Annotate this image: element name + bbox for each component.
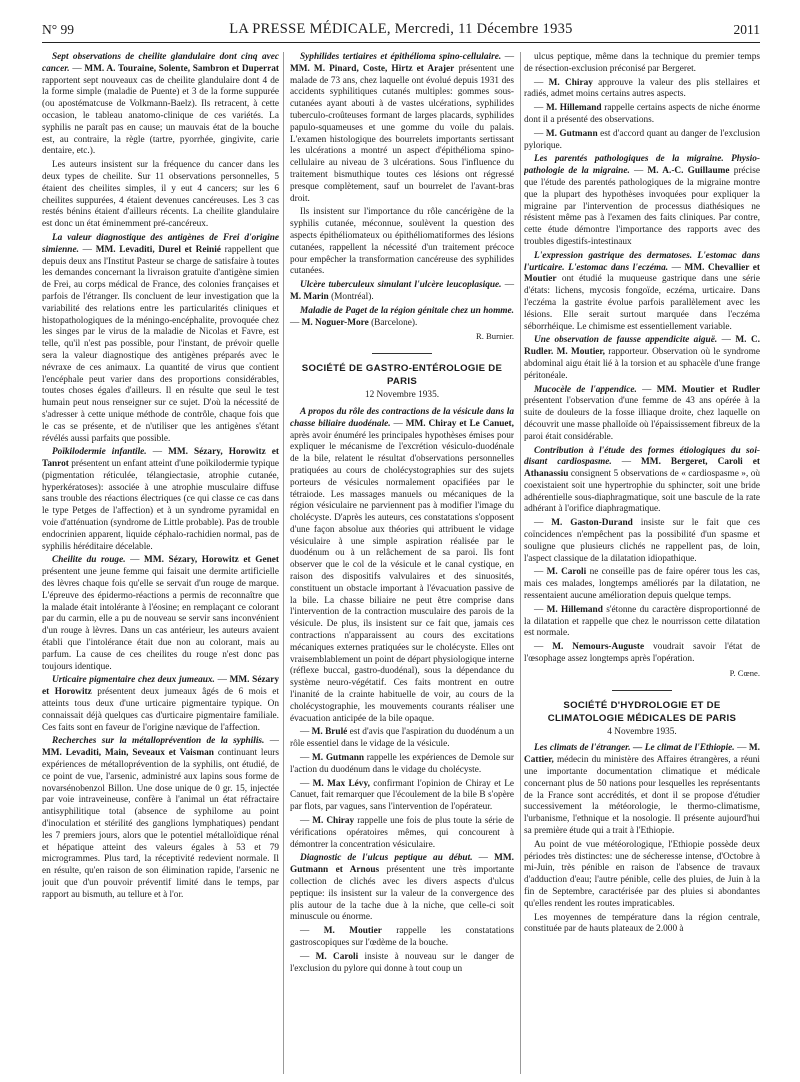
article-text: rappelle certains aspects de niche énorme dont il a présenté des observations. [524, 103, 760, 125]
article-paragraph: Mucocèle de l'appendice. — MM. Moutier et Rudler présentent l'observation d'une femme de 43 ans opérée à la suite de douleurs de la fosse illiaque droite, chez laquelle on découvrit une masse phalloïde où l'épaississement fibreux de la paroi était considérable. [524, 384, 760, 442]
article-text: après avoir énuméré les principales hypothèses émises pour expliquer le mécanisme de l'excrétion vésiculo-duodénale de la bile, relatent le résultat d'observations personnelles pratiquées au cours de cholécystographies sur des sujets porteurs de vésicules normalement opacifiées par le tétraiode. Les massages manuels ou mécaniques de la région vésiculaire ne parviennent pas à modifier l'image du cholécyste. D'après les auteurs, ces constatations s'opposent d'une façon absolue aux théories qui attribuent le vidage vésiculaire à une simple aspiration réalisée par le duodénum ou à un relâchement de sa paroi. Ils font observer que le col de la vésicule et le canal cystique, en raison des dispositifs valvulaires et des sinuosités, constituent un obstacle important à l'évacuation passive de la bile. La chasse biliaire ne peut être comprise dans l'intervention de la contraction musculaire des parois de la vésicule. De plus, ils insistent sur ce fait que, jamais ces contractions n'apparaissent au cours des excitations mécaniques externes pratiquées sur le cholécyste. Elles ont vraisemblablement un point de départ physiologique interne (réflexe buccal, gastro-duodénal), sous la dépendance du système neuro-végétatif. Ces faits montrent en outre l'inanité de la crainte habituelle de voir, au cours de la cholécystographie, les mouvements courants réaliser une évacuation anticipée de la bile opaque. [290, 430, 514, 724]
article-paragraph [42, 160, 279, 231]
article-paragraph: — M. Caroli insiste à nouveau sur le danger de l'exclusion du pylore qui donne à tout coup un [290, 951, 514, 974]
article-authors: M. Brulé [311, 727, 348, 738]
section-divider [612, 690, 672, 691]
article-paragraph: Une observation de fausse appendicite aiguë. — M. C. Rudler. M. Moutier, rapporteur. Observation où le syndrome abdominal aigu était lié à la torsion et au sphacèle d'une frange péritonéale. [524, 335, 760, 381]
article-text: précise que l'étude des parentés pathologiques de la migraine montre que la plupart des hypothèses invoquées pour expliquer la migraine par l'intervention de processus diathésiques ne résistent même pas à l'examen des faits cliniques. Par contre, cette étude démontre l'importance des rapports avec des troubles digestifs-intestinaux [524, 166, 760, 247]
article-paragraph: La valeur diagnostique des antigènes de Frei d'origine simienne. — MM. Levaditi, Durel et Reinié rappellent que depuis deux ans l'Institut Pasteur se charge de satisfaire à toutes les demandes concernant la livraison gratuite d'antigène simien de Frei, au corps médical de France, des colonies françaises et parfois de l'étranger. Ils concluent de leur investigation que la variabilité des relations entre les particularités cliniques et histopathologiques de la méningo-encéphalite, provoquée chez les singes par le virus de la maladie de Nicolas et Favre, est telle, qu'il n'est pas possible, pour l'instant, de prévoir quelle sera la valeur diagnostique des antigènes préparés avec le névraxe de ces animaux. La quantité de virus que contient l'encéphale peut varier dans des proportions considérables, toutes choses égales d'ailleurs. Il en résulte que seul le test humain peut nous renseigner sur ce sujet. D'où la nécessité de s'adresser à cette unique méthode de contrôle, chaque fois que le cas se présente, et de n'utiliser que les antigènes s'étant révélés aussi parfaits que possible. [42, 232, 279, 444]
article-title: Mucocèle de l'appendice. [534, 384, 637, 395]
article-paragraph: — M. Chiray rappelle une fois de plus toute la série de vérifications opératoires mêmes, qui concourent à démontrer la concentration vésiculaire. [290, 816, 515, 850]
article-title: Les parentés pathologiques de la migraine. Physio-pathologie de la migraine. [524, 154, 760, 177]
article-paragraph: Diagnostic de l'ulcus peptique au début. — MM. Gutmann et Arnous présentent une très importante collection de clichés avec les divers aspects d'ulcus peptique: ils insistent sur la valeur de la convergence des plis autour de la tache due à la niche, que celle-ci soit minuscule ou énorme. [290, 853, 515, 923]
section-date: 4 Novembre 1935. [607, 726, 677, 737]
article-text: présentent une malade de 73 ans, chez laquelle ont évolué depuis 1931 des accidents syphilitiques cutanés multiples: gommes sous-cutanées ayant abouti à de vastes ulcérations, syphilides tuberculo-croûteuses formant de larges placards, syphilides papulo-squameuses et une gomme du voile du palais. L'examen histologique des bourrelets importants sertissant les ulcérations a montré un aspect d'épithélioma spino-cellulaire au niveau de 3 ulcérations. Sous l'influence du traitement bismuthique toutes ces lésions ont régressé presque complètement, sauf un bourrelet de l'avant-bras droit. [290, 63, 515, 204]
article-paragraph: A propos du rôle des contractions de la vésicule dans la chasse biliaire duodénale. — MM. Chiray et Le Canuet, après avoir énuméré les principales hypothèses émises pour expliquer le mécanisme de l'excrétion vésiculo-duodénale de la bile, relatent le résultat d'observations personnelles pratiquées au cours de cholécystographies sur des sujets porteurs de vésicules normalement opacifiées par le tétraiode. Les massages manuels ou mécaniques de la région vésiculaire ne parviennent pas à modifier l'image du cholécyste. D'après les auteurs, ces constatations s'opposent d'une façon absolue aux théories qui attribuent le vidage vésiculaire à une simple aspiration réalisée par le duodénum ou à un relâchement de sa paroi. Ils font observer que le col de la vésicule et le canal cystique, en raison des dispositifs valvulaires et des sinuosités, constituent un obstacle important à l'évacuation passive de la bile. La chasse biliaire ne peut être comprise dans l'intervention de la contraction musculaire des parois de la vésicule. De plus, ils insistent sur ce fait que, jamais ces contractions n'apparaissent au cours des excitations mécaniques externes pratiquées sur le cholécyste. Elles ont vraisemblablement un point de départ physiologique interne (réflexe buccal, gastro-duodénal), sous la dépendance du système neuro-végétatif. Ces faits montrent en outre l'inanité de la crainte habituelle de voir, au cours de la cholécystographie, les mouvements courants réaliser une évacuation anticipée de la bile opaque. [290, 406, 514, 724]
article-authors: MM. Moutier et Rudler [656, 384, 760, 395]
article-authors: M. Chiray [312, 816, 355, 827]
article-paragraph [524, 913, 760, 937]
section-title: SOCIÉTÉ DE GASTRO-ENTÉROLOGIE DE PARIS [301, 363, 503, 388]
article-title: Maladie de Paget de la région génitale chez un homme. [300, 305, 514, 316]
article-title: Ulcère tuberculeux simulant l'ulcère leucoplasique. [300, 280, 502, 291]
article-paragraph: — M. Gutmann est d'accord quant au danger de l'exclusion pylorique. [524, 128, 760, 151]
article-paragraph: Poïkilodermie infantile. — MM. Sézary, Horowitz et Tanrot présentent un enfant atteint d'une poïkilodermie typique (pigmentation réticulée, télangiectasie, atrophie cutanée, hyperkératoses): associée à une atrophie musculaire diffuse sans trouble des réactions électriques (ce qui classe ce cas dans le type Petges de l'affection) et à un syndrome pyramidal en voie d'atténuation (syndrome de Little probable). Pas de trouble endocrinien apparent, liquide céphalo-rachidien normal, pas de syphilis héréditaire décelable. [42, 447, 279, 552]
article-text: (Montréal). [331, 291, 374, 302]
article-text: rappellent que depuis deux ans l'Institut Pasteur se charge de satisfaire à toutes les demandes concernant la livraison gratuite d'antigène simien de Frei, au corps médical de France, des colonies françaises et parfois de l'étranger. Ils concluent de leur investigation que la variabilité des relations entre les particularités cliniques et histopathologiques de la méningo-encéphalite, provoquée chez les singes par le virus de la maladie de Nicolas et Favre, est telle, qu'il n'est pas possible, pour l'instant, de prévoir quelle sera la valeur diagnostique des antigènes préparés avec le névraxe de ces animaux. La quantité de virus que contient l'encéphale peut varier dans des proportions considérables, toutes choses égales d'ailleurs. Il en résulte que seul le test humain peut nous renseigner sur ce sujet. D'où la nécessité de s'adresser à cette unique méthode de contrôle, chaque fois que le cas se présente, et de n'utiliser que les antigènes s'étant révélés aussi parfaits que possible. [42, 244, 279, 444]
article-paragraph: Ulcère tuberculeux simulant l'ulcère leucoplasique. — M. Marin (Montréal). [290, 280, 514, 302]
article-text: Ils insistent sur l'importance du rôle cancérigène de la syphilis cutanée, méconnue, soulèvent la question des aspects épithéliomateux ou épithéliomatiformes des lésions cutanées, rappellent la nécessité d'un traitement précoce pour empêcher la transformation cancéreuse des syphilides cutanées. [290, 207, 514, 277]
article-text: rappelle les constatations gastroscopiques sur l'œdème de la bouche. [290, 926, 514, 948]
article-title: Diagnostic de l'ulcus peptique au début. [300, 853, 473, 864]
journal-title: LA PRESSE MÉDICALE, Mercredi, 11 Décembre 1935 [229, 21, 573, 37]
article-paragraph: Les parentés pathologiques de la migraine. Physio-pathologie de la migraine. — M. A.-C. Guillaume précise que l'étude des parentés pathologiques de la migraine montre que la plupart des hypothèses invoquées pour expliquer la migraine par l'intervention de processus diathésiques ne résistent même pas à l'examen des faits cliniques. Par contre, cette étude démontre l'importance des rapports avec des troubles digestifs-intestinaux [524, 154, 760, 247]
section-divider [372, 353, 432, 354]
article-text: présentent un enfant atteint d'une poïkilodermie typique (pigmentation réticulée, télangiectasie, atrophie cutanée, hyperkératoses): associée à une atrophie musculaire diffuse sans trouble des réactions électriques (ce qui classe ce cas dans le type Petges de l'affection) et à un syndrome pyramidal en voie d'atténuation (syndrome de Little probable). Pas de trouble endocrinien apparent, liquide céphalo-rachidien normal, pas de syphilis héréditaire décelable. [42, 459, 279, 552]
article-paragraph: Syphilides tertiaires et épithélioma spino-cellulaire. — MM. M. Pinard, Coste, Hirtz et Arajer présentent une malade de 73 ans, chez laquelle ont évolué depuis 1931 des accidents syphilitiques cutanés multiples: gommes sous-cutanées ayant abouti à de vastes ulcérations, syphilides tuberculo-croûteuses formant de larges placards, syphilides papulo-squameuses et une gomme du voile du palais. L'examen histologique des bourrelets importants sertissant les ulcérations a montré un aspect d'épithélioma spino-cellulaire au niveau de 3 ulcérations. Sous l'influence du traitement bismuthique toutes ces lésions ont régressé presque complètement, sauf un bourrelet de l'avant-bras droit. [290, 52, 515, 204]
article-authors: M. Hillemand [546, 604, 603, 615]
article-authors: M. Caroli [315, 951, 359, 962]
article-authors: MM. M. Pinard, Coste, Hirtz et Arajer [290, 63, 455, 74]
article-paragraph: L'expression gastrique des dermatoses. L'estomac dans l'urticaire. L'estomac dans l'eczéma. — MM. Chevallier et Moutier ont étudié la muqueuse gastrique dans une série d'états: lichens, mycosis fongoïde, eczéma, urticaire. Dans l'eczéma la gastrite évolue parfois parallèlement avec les lésions. Elle serait surtout marquée dans l'eczéma séborrhéique. Le chimisme est essentiellement variable. [524, 250, 760, 332]
article-paragraph: — M. Max Lévy, confirmant l'opinion de Chiray et Le Canuet, fait remarquer que l'écoulement de la bile B s'opère par flots, par vagues, sans l'intervention de l'opérateur. [290, 778, 514, 813]
article-text: présentent une jeune femme qui faisait une dermite artificielle des lèvres chaque fois qu'elle se servait d'un rouge de marque. L'épreuve des épidermo-réactions a permis de reconnaître que la malade était intolérante à l'éosine; en remplaçant ce colorant par du carmin, elle a pu de nouveau se servir sans inconvénient d'un rouge à lèvres. Dans un cas antérieur, les auteurs avaient établi que l'intolérance était due non au colorant, mais au parfum. La cause de ces cheilites du rouge n'est donc pas toujours identique. [42, 567, 279, 672]
column-left [42, 52, 279, 1074]
article-paragraph: Urticaire pigmentaire chez deux jumeaux. — MM. Sézary et Horowitz présentent deux jumeaux âgés de 6 mois et atteints tous deux d'une urticaire pigmentaire typique. On connaissait déjà quelques cas d'urticaire pigmentaire familiale. Ces faits sont en faveur de l'origine nævique de l'affection. [42, 675, 279, 733]
article-text: Au point de vue météorologique, l'Ethiopie possède deux périodes très distinctes: une de sécheresse intense, d'Octobre à mi-Juin, très pénible en raison de l'absence de travaux d'adduction d'eau; l'autre pénible, celle des pluies, de Juin à la fin de Septembre, caractérisée par des pluies si abondantes qu'elles rendent les routes impraticables. [524, 839, 760, 909]
article-authors: M. Gutmann [312, 753, 365, 764]
article-paragraph [524, 840, 760, 911]
article-authors: M. Gaston-Durand [551, 518, 633, 529]
section-title: SOCIÉTÉ D'HYDROLOGIE ET DE CLIMATOLOGIE MÉDICALES DE PARIS [547, 699, 737, 724]
article-paragraph: Sept observations de cheilite glandulaire dont cinq avec cancer. — MM. A. Touraine, Solente, Sambron et Duperrat rapportent sept nouveaux cas de cheilite glandulaire dont 4 de la forme simple (maladie de Puente) et 3 de la forme suppurée (ou apostématcuse de Volkmann-Baelz). Ils retracent, à cette occasion, le tableau anatomo-clinique de ces variétés. La syphilis ne paraît pas en cause; un mauvais état de la bouche est, au contraire, la règle (tartre, pyorrhée, gingivite, carie dentaire, etc.). [42, 52, 279, 157]
article-authors: M. Cattier, [524, 743, 760, 766]
article-text: insiste sur le fait que ces coïncidences n'empêchent pas la possibilité d'un spasme et souligne que plusieurs clichés ne rappellent pas, de loin, l'aspect classique de la dilatation idiopathique. [524, 518, 760, 564]
article-authors: MM. Sézary, Horowitz et Genet [144, 555, 279, 566]
article-title: La valeur diagnostique des antigènes de Frei d'origine simienne. [42, 232, 279, 255]
article-text: présentent l'observation d'une femme de 43 ans opérée à la suite de douleurs de la fosse illiaque droite, chez laquelle on découvrit une masse phalloïde où l'épaississement fibreux de la paroi était considérable. [524, 396, 760, 442]
signature: R. Burnier. [476, 331, 514, 342]
article-title: Les climats de l'étranger. — Le climat de l'Ethiopie. [534, 743, 735, 754]
article-title: A propos du rôle des contractions de la vésicule dans la chasse biliaire duodénale. [290, 406, 514, 429]
article-paragraph: — M. Gutmann rappelle les expériences de Demole sur l'action du duodénum dans le vidage du cholécyste. [290, 753, 515, 775]
article-authors: MM. Bergeret, Caroli et Athanassiu [524, 457, 760, 480]
article-authors: M. Noguer-More [301, 317, 369, 328]
article-authors: MM. Chiray et Le Canuet, [405, 418, 514, 429]
article-authors: MM. Sézary, Horowitz et Tanrot [42, 447, 279, 470]
article-title: Recherches sur la métalloprévention de la syphilis. [52, 736, 265, 747]
article-authors: M. A.-C. Guillaume [647, 166, 730, 177]
article-text: est d'accord quant au danger de l'exclusion pylorique. [524, 128, 760, 151]
article-paragraph: — M. Caroli ne conseille pas de faire opérer tous les cas, mais ces malades, longtemps améliorés par la dilatation, ne ressentaient aucune amélioration depuis quelque temps. [524, 567, 760, 602]
article-title: Syphilides tertiaires et épithélioma spino-cellulaire. [300, 52, 502, 62]
article-text: présentent une très importante collection de clichés avec les divers aspects d'ulcus peptique: ils insistent sur la valeur de la convergence des plis autour de la tache due à la niche, que celle-ci soit minuscule ou énorme. [290, 865, 515, 923]
article-authors: MM. A. Touraine, Solente, Sambron et Duperrat [84, 63, 279, 74]
article-paragraph: — M. Chiray approuve la valeur des plis stellaires et radiés, admet moins certains autres aspects. [524, 77, 760, 100]
column-middle [283, 52, 521, 1074]
article-paragraph: Contribution à l'étude des formes étiologiques du soi-disant cardiospasme. — MM. Bergeret, Caroli et Athanassiu consignent 5 observations de « cardiospasme », où coexistaient soit une hypertrophie du sphincter, soit une bride adhérentielle sous-diaphragmatique, soit une bascule de la rate adhérant à l'orifice diaphragmatique. [524, 445, 760, 515]
article-paragraph [290, 207, 514, 278]
article-text: consignent 5 observations de « cardiospasme », où coexistaient soit une hypertrophie du sphincter, soit une bride adhérentielle sous-diaphragmatique, soit une bascule de la rate adhérant à l'orifice diaphragmatique. [524, 469, 760, 515]
article-title: Contribution à l'étude des formes étiologiques du soi-disant cardiospasme. [524, 445, 760, 468]
article-text: est d'avis que l'aspiration du duodénum a un rôle essentiel dans le vidage de la vésicule. [290, 727, 514, 750]
article-paragraph: Recherches sur la métalloprévention de la syphilis. — MM. Levaditi, Main, Seveaux et Vaisman continuant leurs expériences de métalloprévention de la syphilis, ont étudié, de ce point de vue, l'arsenic, administré aux lapins sous forme de novarsénobenzol Billon. Une dose unique de 0 gr. 15, injectée par voie intraveineuse, confère à l'animal un état réfractaire antisyphilitique total (absence de syphilome au point d'inoculation et stérilité des ganglions lymphatiques) pendant les 7 premiers jours, alors que le potentiel métalloïdique rénal et hépatique atteint des valeurs égales à 53 et 79 microgrammes. Plus tard, la réceptivité redevient normale. Il en résulte, qu'en raison de son élimination rapide, l'arsenic ne jouit que d'un pouvoir préventif limité dans le temps, par rapport au bismuth, au tellure et à l'or. [42, 736, 279, 900]
article-authors: M. C. Rudler. M. Moutier, [524, 335, 760, 358]
article-authors: M. Nemours-Auguste [552, 642, 645, 653]
column-right [524, 52, 760, 1074]
article-authors: MM. Sézary et Horowitz [42, 675, 279, 698]
article-paragraph: — M. Brulé est d'avis que l'aspiration du duodénum a un rôle essentiel dans le vidage de la vésicule. [290, 727, 514, 750]
article-text: (Barcelone). [371, 317, 418, 328]
page-number: 2011 [733, 22, 760, 37]
section-date: 12 Novembre 1935. [364, 390, 440, 401]
article-paragraph [524, 52, 760, 76]
article-paragraph: — M. Hillemand s'étonne du caractère disproportionné de la dilatation et rappelle que chez le nourrisson cette dilatation est normale. [524, 604, 760, 639]
article-text: médecin du ministère des Affaires étrangères, a réuni une importante documentation climatique et médicale concernant plus de 50 nations pour lesquelles les représentants de la France sont accrédités, et dont il se propose d'étudier successivement la météorologie, le thermo-climatisme, l'urbanisme, l'ethnique et la nosologie. Il présente aujourd'hui sa première étude qui a trait à l'Ethiopie. [524, 755, 760, 837]
page-header [42, 20, 760, 43]
article-text: Les auteurs insistent sur la fréquence du cancer dans les deux types de cheilite. Sur 11 observations personnelles, 5 étaient des cheilites simples, il y eut 4 cancers; sur les 6 cheilites suppurées, 4 étaient devenues cancéreuses. Les 3 cas restés bénins étaient d'ailleurs récents. La cheilite glandulaire est donc un état éminemment pré-cancéreux. [42, 160, 279, 230]
article-title: Poïkilodermie infantile. [52, 447, 147, 458]
article-authors: MM. Levaditi, Durel et Reinié [95, 244, 221, 255]
article-text: présentent deux jumeaux âgés de 6 mois et atteints tous deux d'une urticaire pigmentaire typique. On connaissait déjà quelques cas d'urticaire pigmentaire familiale. Ces faits sont en faveur de l'origine nævique de l'affection. [42, 687, 279, 733]
article-text: rappelle les expériences de Demole sur l'action du duodénum dans le vidage du cholécyste. [290, 753, 515, 775]
issue-number: N° 99 [42, 22, 75, 37]
article-text: s'étonne du caractère disproportionné de la dilatation et rappelle que chez le nourrisson cette dilatation est normale. [524, 604, 760, 639]
article-authors: MM. Chevallier et Moutier [524, 262, 760, 285]
article-paragraph: — M. Moutier rappelle les constatations gastroscopiques sur l'œdème de la bouche. [290, 926, 514, 948]
article-authors: MM. Levaditi, Main, Seveaux et Vaisman [42, 748, 214, 759]
article-text: confirmant l'opinion de Chiray et Le Canuet, fait remarquer que l'écoulement de la bile B s'opère par flots, par vagues, sans l'intervention de l'opérateur. [290, 778, 514, 813]
article-text: rapportent sept nouveaux cas de cheilite glandulaire dont 4 de la forme simple (maladie de Puente) et 3 de la forme suppurée (ou apostématcuse de Volkmann-Baelz). Ils retracent, à cette occasion, le tableau anatomo-clinique de ces variétés. La syphilis ne paraît pas en cause; un mauvais état de la bouche est, au contraire, la règle (tartre, pyorrhée, gingivite, carie dentaire, etc.). [42, 75, 279, 157]
article-paragraph: Les climats de l'étranger. — Le climat de l'Ethiopie. — M. Cattier, médecin du ministère des Affaires étrangères, a réuni une importante documentation climatique et médicale concernant plus de 50 nations pour lesquelles les représentants de la France sont accrédités, et dont il se propose d'étudier successivement la météorologie, le thermo-climatisme, l'urbanisme, l'ethnique et la nosologie. Il présente aujourd'hui sa première étude qui a trait à l'Ethiopie. [524, 743, 760, 837]
article-text: ont étudié la muqueuse gastrique dans une série d'états: lichens, mycosis fongoïde, eczéma, urticaire. Dans l'eczéma la gastrite évolue parfois parallèlement avec les lésions. Elle serait surtout marquée dans l'eczéma séborrhéique. Le chimisme est essentiellement variable. [524, 274, 760, 332]
article-text: ne conseille pas de faire opérer tous les cas, mais ces malades, longtemps améliorés par la dilatation, ne ressentaient aucune amélioration depuis quelque temps. [524, 567, 760, 602]
article-text: approuve la valeur des plis stellaires et radiés, admet moins certains autres aspects. [524, 77, 760, 100]
article-text: rappelle une fois de plus toute la série de vérifications opératoires mêmes, qui concourent à démontrer la concentration vésiculaire. [290, 816, 515, 850]
article-paragraph: Cheilite du rouge. — MM. Sézary, Horowitz et Genet présentent une jeune femme qui faisait une dermite artificielle des lèvres chaque fois qu'elle se servait d'un rouge de marque. L'épreuve des épidermo-réactions a permis de reconnaître que la malade était intolérante à l'éosine; en remplaçant ce colorant par du carmin, elle a pu de nouveau se servir sans inconvénient d'un rouge à lèvres. Dans un cas antérieur, les auteurs avaient établi que l'intolérance était due non au colorant, mais au parfum. La cause de ces cheilites du rouge n'est donc pas toujours identique. [42, 555, 279, 672]
article-authors: M. Marin [290, 291, 329, 302]
article-text: continuant leurs expériences de métalloprévention de la syphilis, ont étudié, de ce point de vue, l'arsenic, administré aux lapins sous forme de novarsénobenzol Billon. Une dose unique de 0 gr. 15, injectée par voie intraveineuse, confère à l'animal un état réfractaire antisyphilitique total (absence de syphilome au point d'inoculation et stérilité des ganglions lymphatiques) pendant les 7 premiers jours, alors que le potentiel métalloïdique rénal et hépatique atteint des valeurs égales à 53 et 79 microgrammes. Plus tard, la réceptivité redevient normale. Il en résulte, qu'en raison de son élimination rapide, l'arsenic ne jouit que d'un pouvoir préventif limité dans le temps, par rapport au bismuth, au tellure et à l'or. [42, 748, 279, 900]
article-title: Une observation de fausse appendicite aiguë. [534, 335, 718, 346]
article-paragraph: — M. Hillemand rappelle certains aspects de niche énorme dont il a présenté des observations. [524, 103, 760, 125]
signature: P. Cœne. [729, 667, 760, 678]
article-authors: MM. Gutmann et Arnous [290, 853, 514, 876]
article-title: L'expression gastrique des dermatoses. L'estomac dans l'urticaire. L'estomac dans l'eczéma. [524, 250, 760, 273]
article-paragraph: Maladie de Paget de la région génitale chez un homme. — M. Noguer-More (Barcelone). [290, 305, 514, 328]
article-authors: M. Moutier [323, 926, 382, 937]
article-text: ulcus peptique, même dans la technique du premier temps de résection-exclusion préconisé par Bergeret. [524, 52, 760, 74]
article-authors: M. Hillemand [545, 103, 602, 114]
article-text: insiste à nouveau sur le danger de l'exclusion du pylore qui donne à tout coup un [290, 951, 514, 974]
article-title: Cheilite du rouge. [52, 555, 126, 566]
article-authors: M. Gutmann [545, 128, 598, 139]
article-paragraph: — M. Nemours-Auguste voudrait savoir l'état de l'œsophage assez longtemps après l'opération. [524, 642, 760, 665]
article-text: rapporteur. Observation où le syndrome abdominal aigu était lié à la torsion et au sphacèle d'une frange péritonéale. [524, 347, 760, 381]
article-text: Les moyennes de température dans la région centrale, constituée par de hauts plateaux de 2.000 à [524, 912, 760, 935]
article-paragraph: — M. Gaston-Durand insiste sur le fait que ces coïncidences n'empêchent pas la possibilité d'un spasme et souligne que plusieurs clichés ne rappellent pas, de loin, l'aspect classique de la dilatation idiopathique. [524, 518, 760, 564]
article-authors: M. Max Lévy, [312, 778, 370, 789]
article-title: Urticaire pigmentaire chez deux jumeaux. [52, 675, 215, 686]
article-authors: M. Chiray [548, 77, 593, 88]
article-text: voudrait savoir l'état de l'œsophage assez longtemps après l'opération. [524, 642, 760, 665]
article-title: Sept observations de cheilite glandulaire dont cinq avec cancer. [42, 52, 279, 74]
article-authors: M. Caroli [546, 567, 587, 578]
